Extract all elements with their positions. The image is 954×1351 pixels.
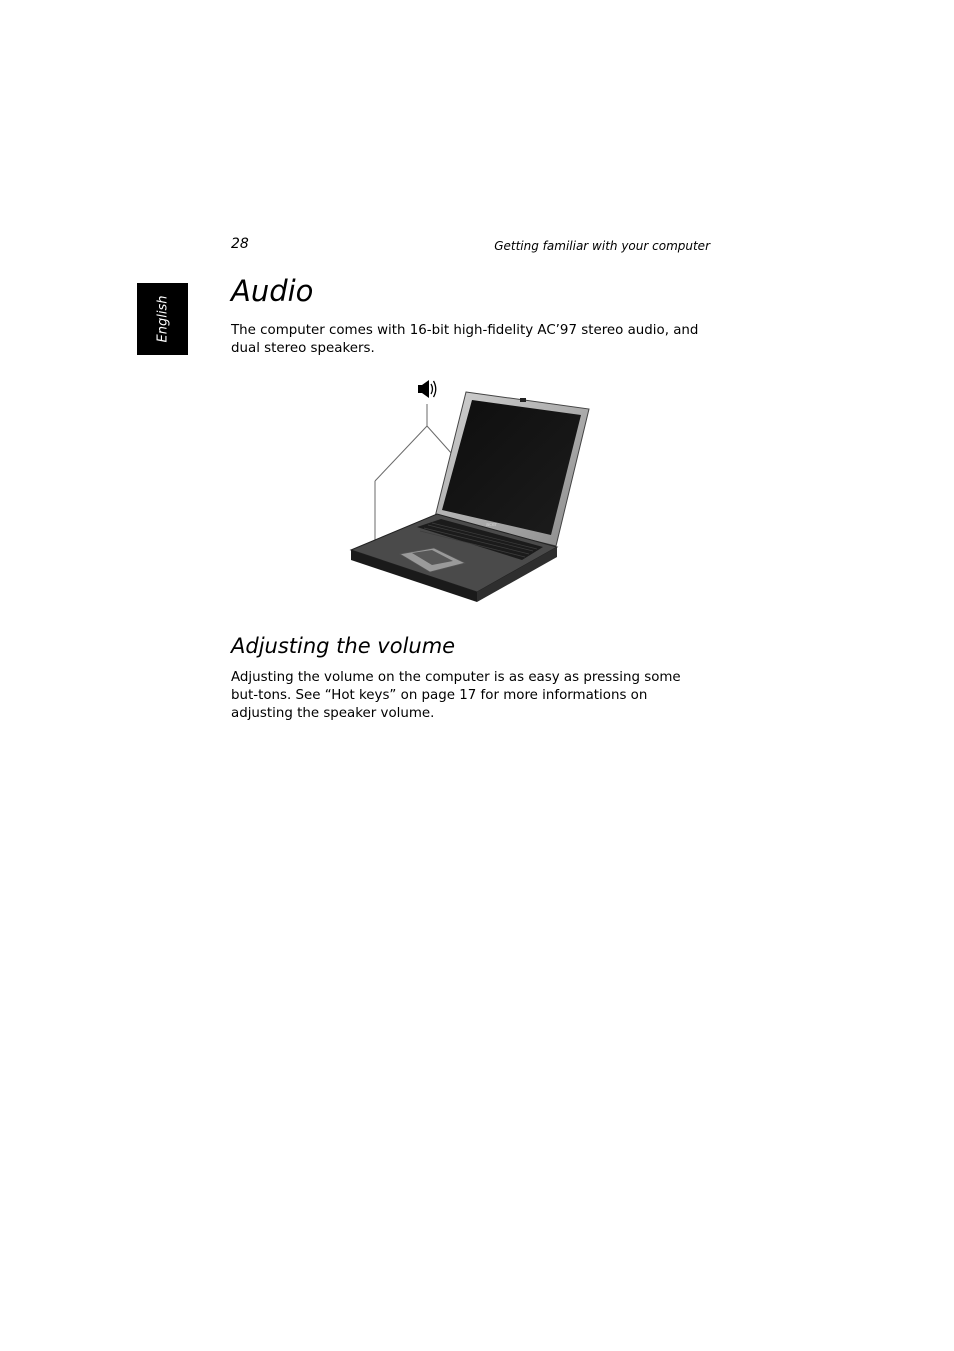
volume-body-text: Adjusting the volume on the computer is as easy as pressing some but-tons. See “Hot keys” on page 17 for more informations on adjusting the speaker volume. [231,670,681,721]
audio-intro-text: The computer comes with 16-bit high-fidelity AC’97 stereo audio, and dual stereo speakers. [231,323,699,356]
language-tab-label: English [155,295,170,343]
running-header: Getting familiar with your computer [494,239,710,253]
laptop-figure [289,364,651,612]
language-tab [137,283,188,355]
page-number: 28 [231,236,249,252]
section-title: Audio [231,274,314,308]
laptop-logo: acer [486,522,497,528]
subsection-title: Adjusting the volume [231,634,456,658]
speaker-icon [418,380,436,398]
